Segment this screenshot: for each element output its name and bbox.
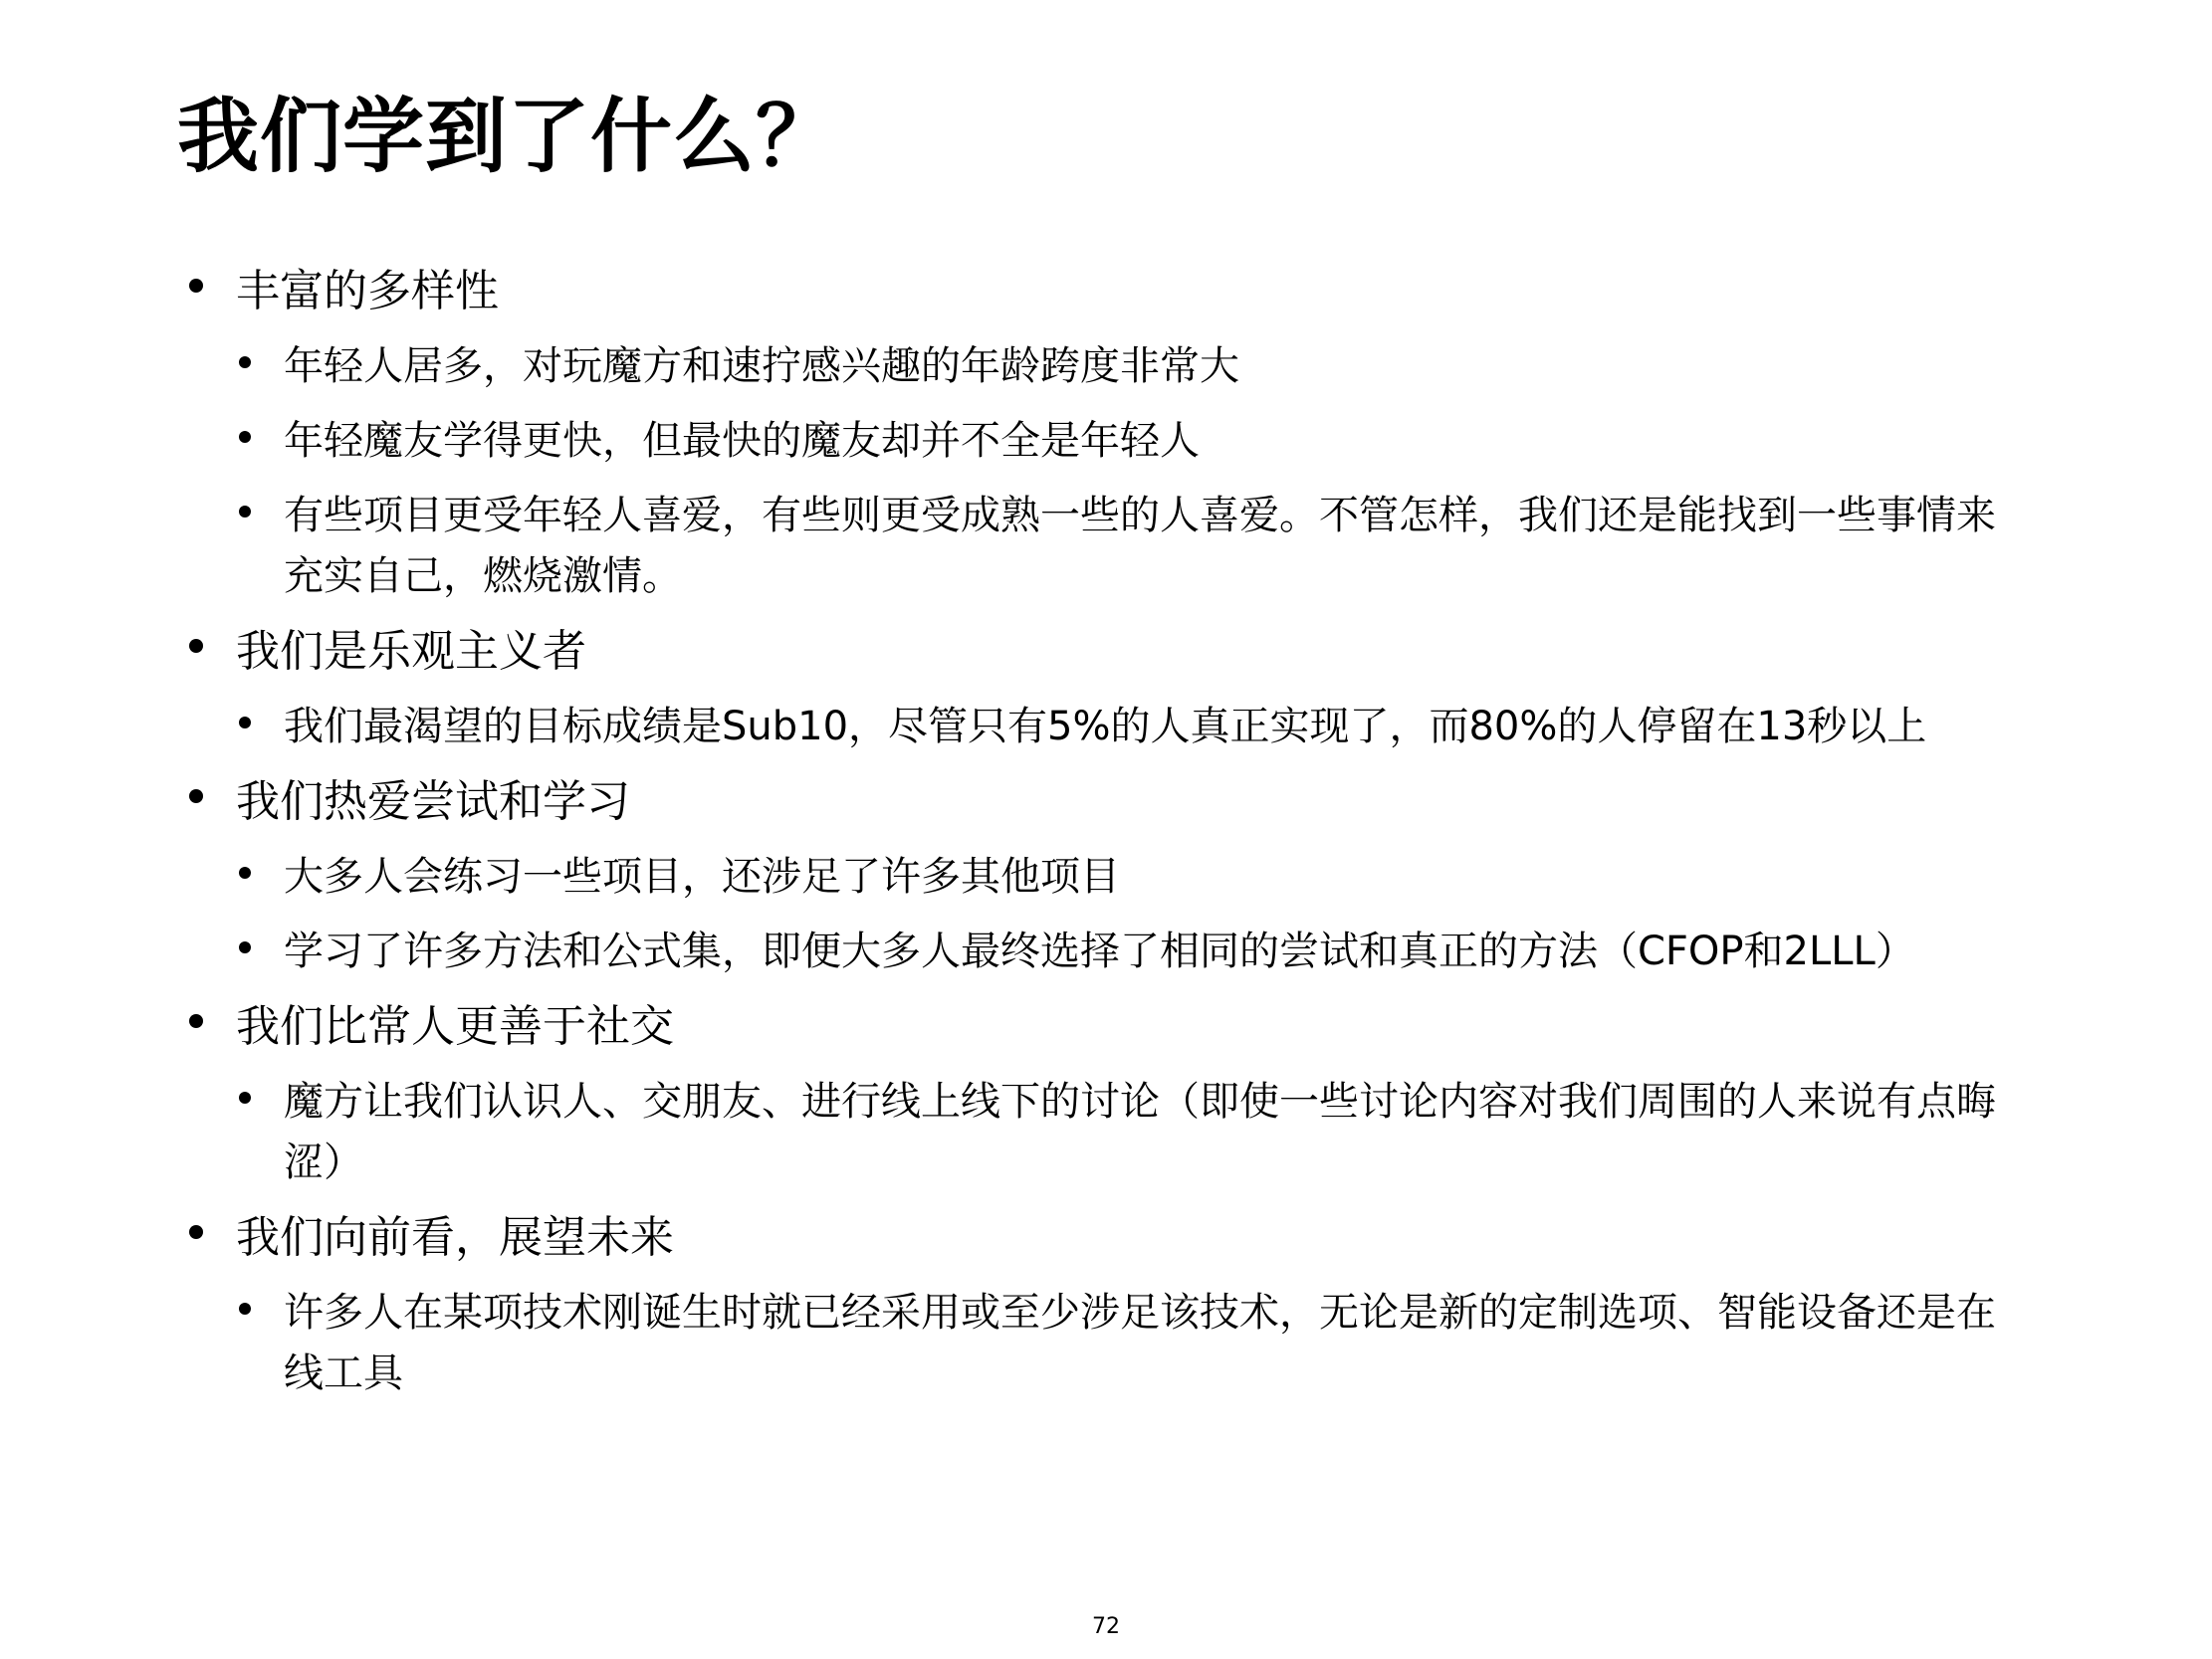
section-heading: 我们比常人更善于社交 [177, 996, 2069, 1058]
list-item: 有些项目更受年轻人喜爱，有些则更受成熟一些的人喜爱。不管怎样，我们还是能找到一些事情来充实自己，燃烧激情。 [177, 486, 2069, 607]
page-number: 72 [1092, 1614, 1120, 1639]
page-title: 我们学到了什么？ [177, 90, 839, 184]
list-item: 许多人在某项技术刚诞生时就已经采用或至少涉足该技术，无论是新的定制选项、智能设备还是在线工具 [177, 1283, 2069, 1404]
section-heading: 丰富的多样性 [177, 261, 2069, 322]
bullet-list [177, 261, 2069, 1418]
list-item: 年轻魔友学得更快，但最快的魔友却并不全是年轻人 [177, 411, 2069, 472]
list-item: 魔方让我们认识人、交朋友、进行线上线下的讨论（即使一些讨论内容对我们周围的人来说有点晦涩） [177, 1072, 2069, 1193]
list-item: 我们最渴望的目标成绩是Sub10，尽管只有5%的人真正实现了，而80%的人停留在13秒以上 [177, 697, 2069, 757]
section-heading: 我们热爱尝试和学习 [177, 771, 2069, 833]
section-heading: 我们向前看，展望未来 [177, 1207, 2069, 1269]
list-item: 大多人会练习一些项目，还涉足了许多其他项目 [177, 847, 2069, 908]
list-item: 学习了许多方法和公式集，即便大多人最终选择了相同的尝试和真正的方法（CFOP和2LLL） [177, 922, 2069, 982]
section-heading: 我们是乐观主义者 [177, 621, 2069, 683]
list-item: 年轻人居多，对玩魔方和速拧感兴趣的年龄跨度非常大 [177, 336, 2069, 397]
